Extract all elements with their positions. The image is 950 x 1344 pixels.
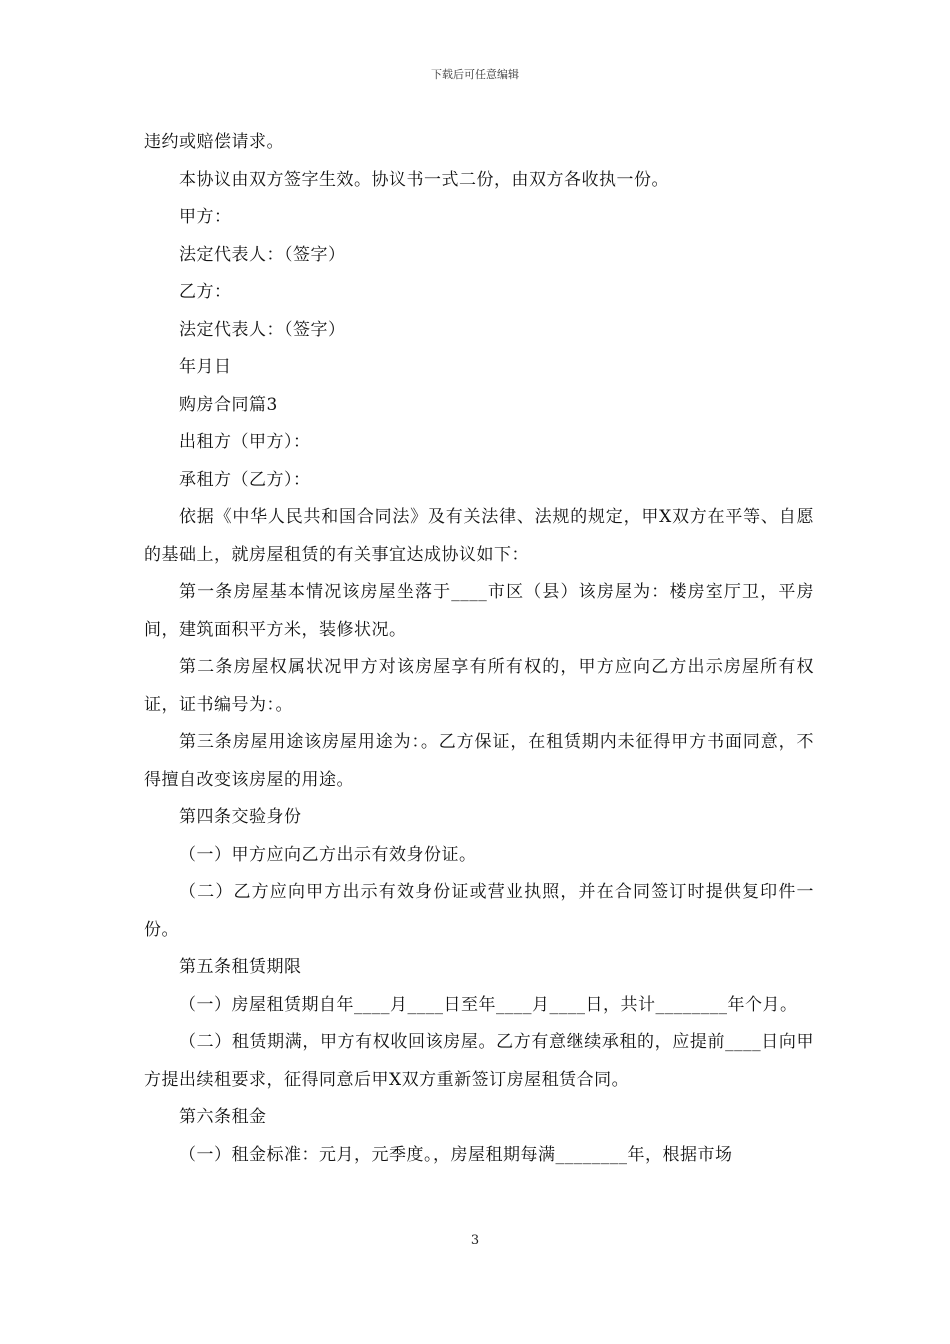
paragraph: 法定代表人：（签字） <box>179 244 346 265</box>
paragraph: 第二条房屋权属状况甲方对该房屋享有所有权的，甲方应向乙方出示房屋所有权证，证书编号为：。 <box>144 657 814 715</box>
paragraph: 出租方（甲方）： <box>179 432 311 452</box>
paragraph: 甲方： <box>179 207 232 227</box>
paragraph: 承租方（乙方）： <box>179 469 311 490</box>
paragraph: （一）房屋租赁期自年____月____日至年____月____日，共计________年个月。 <box>179 994 798 1015</box>
paragraph: 依据《中华人民共和国合同法》及有关法律、法规的规定，甲X双方在平等、自愿的基础上，就房屋租赁的有关事宜达成协议如下： <box>144 507 814 565</box>
paragraph: 第六条租金 <box>179 1107 267 1127</box>
paragraph: 购房合同篇3 <box>179 394 278 415</box>
paragraph: （一）租金标准：元月，元季度。，房屋租期每满________年，根据市场 <box>179 1144 733 1165</box>
paragraph: 本协议由双方签字生效。协议书一式二份，由双方各收执一份。 <box>179 169 669 190</box>
paragraph: 第三条房屋用途该房屋用途为：。乙方保证，在租赁期内未征得甲方书面同意，不得擅自改变该房屋的用途。 <box>144 732 814 790</box>
paragraph: 乙方： <box>179 282 232 302</box>
paragraph: 法定代表人：（签字） <box>179 319 346 340</box>
page-header: 下载后可任意编辑 <box>431 68 519 81</box>
paragraph: 第一条房屋基本情况该房屋坐落于____市区（县）该房屋为：楼房室厅卫，平房间，建筑面积平方米，装修状况。 <box>144 582 814 640</box>
paragraph: 第四条交验身份 <box>179 807 302 827</box>
paragraph: （二）乙方应向甲方出示有效身份证或营业执照，并在合同签订时提供复印件一份。 <box>144 882 814 940</box>
paragraph: 违约或赔偿请求。 <box>144 132 284 152</box>
page-number: 3 <box>470 1233 480 1248</box>
paragraph: （二）租赁期满，甲方有权收回该房屋。乙方有意继续承租的，应提前____日向甲方提出续租要求，征得同意后甲X双方重新签订房屋租赁合同。 <box>144 1032 814 1090</box>
document-body <box>144 124 814 1174</box>
paragraph: 第五条租赁期限 <box>179 957 302 977</box>
paragraph: （一）甲方应向乙方出示有效身份证。 <box>179 844 477 865</box>
paragraph: 年月日 <box>179 357 232 377</box>
